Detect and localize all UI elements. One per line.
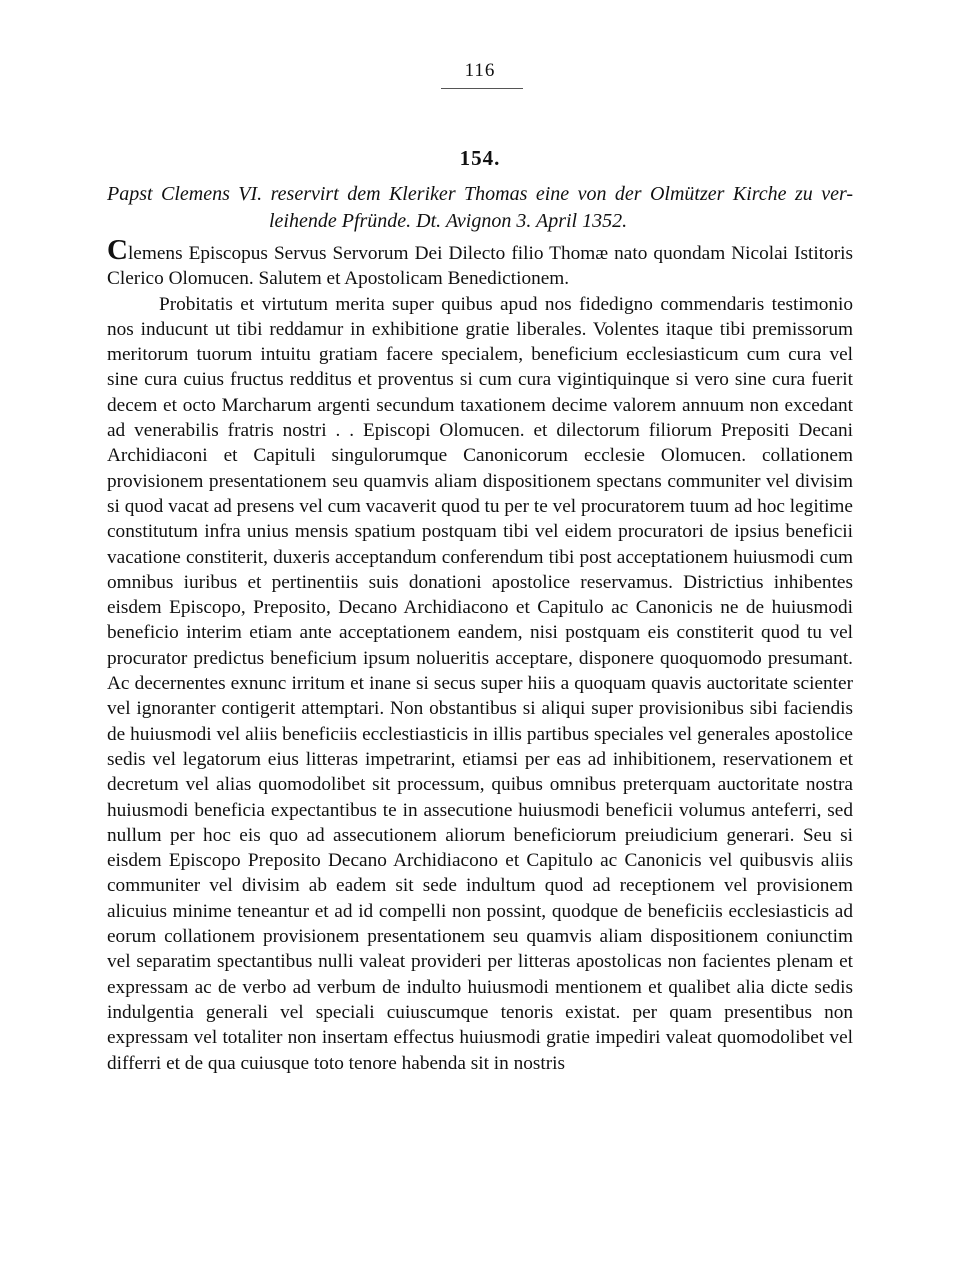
salutation-text: lemens Episcopus Servus Servorum Dei Dilecto filio Thomæ nato quondam Nicolai Istitoris Clerico Olomucen. Salutem et Apostolicam Benedictionem.: [107, 243, 853, 290]
document-heading-line-1: Papst Clemens VI. reservirt dem Kleriker Thomas eine von der Olmützer Kirche zu ver-: [107, 183, 853, 205]
page-number-rule: [441, 88, 523, 89]
document-heading-line-2: leihende Pfründe. Dt. Avignon 3. April 1352.: [269, 210, 628, 232]
salutation-paragraph: [107, 234, 853, 292]
body-paragraph: Probitatis et virtutum merita super quibus apud nos fidedigno commendaris testimonio nos inducunt ut tibi reddamur in exhibitione gratie liberales. Volentes itaque tibi premissorum meritorum tuorum intuitu gratiam facere specialem, beneficium ecclesiasticum cum cura vel sine cura cuius fructus redditus et proventus si cum cura vigintiquinque si vero sine cura fuerit decem et octo Marcharum argenti secundum taxationem decime valorem annuum non excedant ad venerabilis fratris nostri . . Episcopi Olomucen. et dilectorum filiorum Prepositi Decani Archidiaconi et Capituli singulorumque Canonicorum ecclesie Olomucen. collationem provisionem presentationem seu quamvis aliam dispositionem spectans communiter vel divisim si quod vacat ad presens vel cum vacaverit quod tu per te vel procuratorem tuum ad hoc legitime constitutum infra unius mensis spatium postquam tibi vel eidem procuratori de ipsius beneficii vacatione constiterit, duxeris acceptandum conferendum tibi post acceptationem huiusmodi cum omnibus iuribus et pertinentiis suis donationi apostolice reservamus. Districtius inhibentes eisdem Episcopo, Preposito, Decano Archidiacono et Capitulo ac Canonicis ne de huiusmodi beneficio interim etiam ante acceptationem eandem, nisi postquam eis constiterit quod tu vel procurator predictus beneficium ipsum nolueritis acceptare, disponere quoquomodo presumant. Ac decernentes exnunc irritum et inane si secus super hiis a quoquam quavis auctoritate scienter vel ignoranter contigerit attemptari. Non obstantibus si aliqui super provisionibus sibi faciendis de huiusmodi vel aliis beneficiis ecclestiasticis in illis partibus speciales vel generales apostolice sedis vel legatorum eius litteras impetrarint, etiamsi per eas ad inhibitionem, reservationem et decretum vel alias quomodolibet sit processum, quibus omnibus preterquam auctoritate nostra huiusmodi beneficia expectantibus te in assecutione huiusmodi beneficii volumus anteferri, sed nullum per hoc eis quo ad assecutionem aliorum beneficiorum preiudicium generari. Seu si eisdem Episcopo Preposito Decano Archidiacono et Capitulo ac Canonicis vel quibusvis aliis communiter vel divisim ab eadem sit sede indultum quod ad receptionem vel provisionem alicuius minime teneantur et ad id compelli non possint, quodque de beneficiis ecclesiasticis ad eorum collationem provisionem presentationem seu quamvis aliam dispositionem coniunctim vel separatim spectantibus nulli valeat provideri per litteras apostolicas non facientes plenam et expressam ac de verbo ad verbum de indulto huiusmodi mentionem et qualibet alia dicte sedis indulgentia generali vel speciali cuiuscumque tenoris existat. per quam presentibus non expressam vel totaliter non insertam effectus huiusmodi gratie impediri valeat quomodolibet vel differri et de qua cuiusque toto tenore habenda sit in nostris: [107, 293, 853, 1074]
document-body: [107, 234, 853, 1076]
initial-capital: C: [107, 234, 128, 266]
document-number: 154.: [459, 146, 501, 170]
page-number: 116: [464, 60, 496, 81]
document-heading: [107, 181, 853, 235]
